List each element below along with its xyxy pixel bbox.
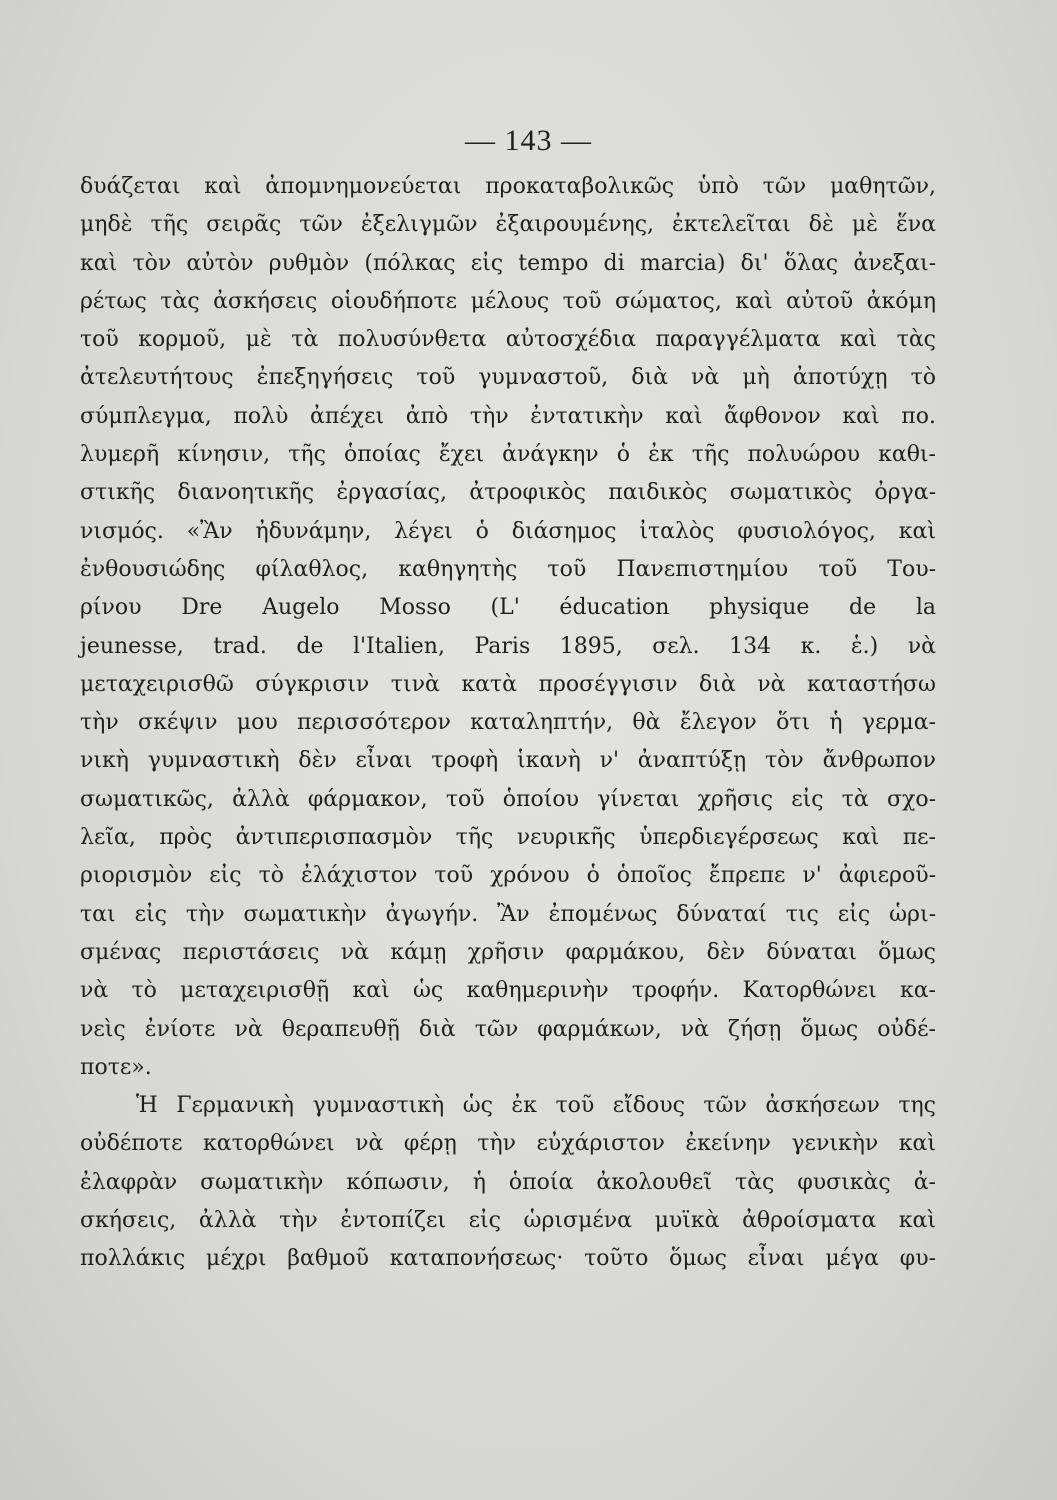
text-line: μηδὲ τῆς σειρᾶς τῶν ἐξελιγμῶν ἐξαιρουμένης, ἐκτελεῖται δὲ μὲ ἕνα	[80, 212, 936, 238]
text-line: οὐδέποτε κατορθώνει νὰ φέρῃ τὴν εὐχάριστον ἐκείνην γενικὴν καὶ	[80, 1131, 936, 1157]
text-line: μεταχειρισθῶ σύγκρισιν τινὰ κατὰ προσέγγισιν διὰ νὰ καταστήσω	[80, 671, 936, 697]
text-line: ται εἰς τὴν σωματικὴν ἀγωγήν. Ἂν ἐπομένως δύναταί τις εἰς ὡρι-	[80, 901, 936, 927]
text-line: Ἡ Γερμανικὴ γυμναστικὴ ὡς ἐκ τοῦ εἴδους τῶν ἀσκήσεων της	[136, 1093, 936, 1119]
text-line: νὰ τὸ μεταχειρισθῇ καὶ ὡς καθημερινὴν τροφήν. Κατορθώνει κα-	[80, 978, 936, 1004]
text-line: ρέτως τὰς ἀσκήσεις οἱουδήποτε μέλους τοῦ σώματος, καὶ αὐτοῦ ἀκόμη	[80, 288, 936, 314]
text-line: σωματικῶς, ἀλλὰ φάρμακον, τοῦ ὁποίου γίνεται χρῆσις εἰς τὰ σχο-	[80, 786, 936, 812]
text-line: ριορισμὸν εἰς τὸ ἐλάχιστον τοῦ χρόνου ὁ ὁποῖος ἔπρεπε ν' ἀφιεροῦ-	[80, 863, 936, 889]
text-line: σκήσεις, ἀλλὰ τὴν ἐντοπίζει εἰς ὡρισμένα μυϊκὰ ἀθροίσματα καὶ	[80, 1208, 936, 1234]
text-line: δυάζεται καὶ ἀπομνημονεύεται προκαταβολικῶς ὑπὸ τῶν μαθητῶν,	[80, 174, 936, 199]
text-line: τὴν σκέψιν μου περισσότερον καταληπτήν, θὰ ἔλεγον ὅτι ἡ γερμα-	[80, 710, 936, 736]
text-line: ἐλαφρὰν σωματικὴν κόπωσιν, ἡ ὁποία ἀκολουθεῖ τὰς φυσικὰς ἀ-	[80, 1169, 936, 1195]
text-line: ρίνου Dre Augelo Mosso (L' éducation physique de la	[80, 595, 936, 621]
text-line: τοῦ κορμοῦ, μὲ τὰ πολυσύνθετα αὐτοσχέδια παραγγέλματα καὶ τὰς	[80, 327, 936, 353]
text-line: jeunesse, trad. de l'Italien, Paris 1895, σελ. 134 κ. ἑ.) νὰ	[80, 633, 936, 659]
text-line: σμένας περιστάσεις νὰ κάμῃ χρῆσιν φαρμάκου, δὲν δύναται ὅμως	[80, 939, 936, 965]
text-line: νισμός. «Ἂν ἠδυνάμην, λέγει ὁ διάσημος ἰταλὸς φυσιολόγος, καὶ	[80, 518, 936, 544]
text-line: πολλάκις μέχρι βαθμοῦ καταπονήσεως· τοῦτο ὅμως εἶναι μέγα φυ-	[80, 1246, 936, 1272]
page-number: — 143 —	[465, 124, 592, 157]
body-text	[80, 168, 936, 1279]
text-line: λυμερῆ κίνησιν, τῆς ὁποίας ἔχει ἀνάγκην ὁ ἐκ τῆς πολυώρου καθι-	[80, 442, 936, 468]
text-line: λεῖα, πρὸς ἀντιπερισπασμὸν τῆς νευρικῆς ὑπερδιεγέρσεως καὶ πε-	[80, 825, 936, 851]
text-line: σύμπλεγμα, πολὺ ἀπέχει ἀπὸ τὴν ἐντατικὴν καὶ ἄφθονον καὶ πο.	[80, 403, 936, 429]
paragraph-2	[80, 1087, 936, 1278]
text-line: καὶ τὸν αὐτὸν ρυθμὸν (πόλκας εἰς tempo di marcia) δι' ὅλας ἀνεξαι-	[80, 250, 936, 276]
text-line: νεὶς ἐνίοτε νὰ θεραπευθῇ διὰ τῶν φαρμάκων, νὰ ζήσῃ ὅμως οὐδέ-	[80, 1016, 936, 1042]
text-line: ποτε».	[80, 1054, 152, 1080]
text-line: ἀτελευτήτους ἐπεξηγήσεις τοῦ γυμναστοῦ, διὰ νὰ μὴ ἀποτύχῃ τὸ	[80, 365, 936, 391]
text-line: στικῆς διανοητικῆς ἐργασίας, ἀτροφικὸς παιδικὸς σωματικὸς ὀργα-	[80, 480, 936, 506]
paragraph-1	[80, 168, 936, 1087]
text-line: νικὴ γυμναστικὴ δὲν εἶναι τροφὴ ἱκανὴ ν' ἀναπτύξῃ τὸν ἄνθρωπον	[80, 748, 936, 774]
text-line: ἐνθουσιώδης φίλαθλος, καθηγητὴς τοῦ Πανεπιστημίου τοῦ Του-	[80, 556, 936, 582]
